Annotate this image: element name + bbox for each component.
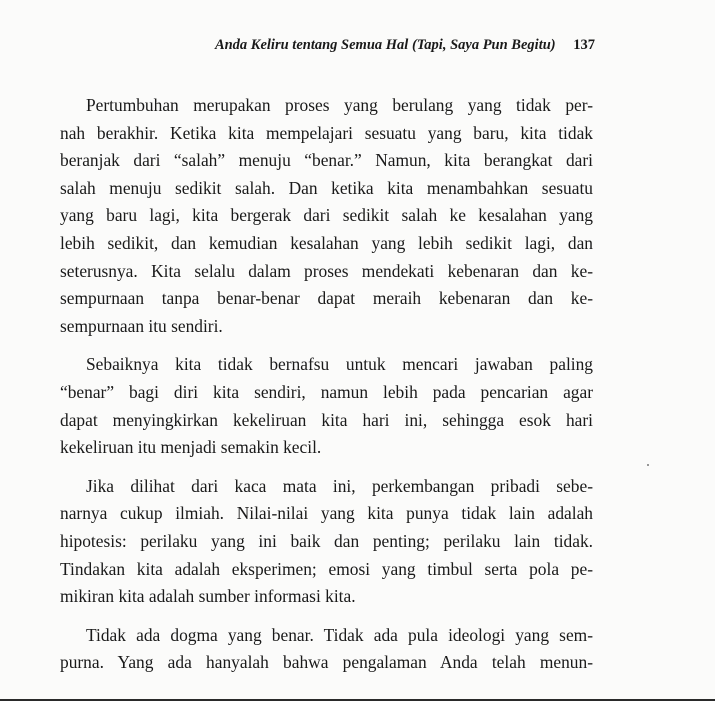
text-line: dapat menyingkirkan kekeliruan kita hari ini, sehingga esok hari <box>60 409 593 430</box>
text-line: Jika dilihat dari kaca mata ini, perkembangan pribadi sebe- <box>86 475 593 496</box>
running-title: Anda Keliru tentang Semua Hal (Tapi, Saya Pun Begitu) <box>214 37 556 53</box>
text-line: beranjak dari “salah” menuju “benar.” Namun, kita berangkat dari <box>60 150 593 171</box>
paragraph-1 <box>60 92 593 340</box>
text-line: purna. Yang ada hanyalah bahwa pengalaman Anda telah menun- <box>60 652 593 673</box>
text-line: Tidak ada dogma yang benar. Tidak ada pula ideologi yang sem- <box>86 624 593 645</box>
paragraph-2 <box>60 351 593 461</box>
page-number: 137 <box>573 37 595 53</box>
text-line: yang baru lagi, kita bergerak dari sedikit salah ke kesalahan yang <box>60 205 593 226</box>
text-line: narnya cukup ilmiah. Nilai-nilai yang kita punya tidak lain adalah <box>60 503 593 524</box>
text-line: Sebaiknya kita tidak bernafsu untuk mencari jawaban paling <box>86 354 593 375</box>
text-line: mikiran kita adalah sumber informasi kita. <box>60 586 356 607</box>
text-line: Pertumbuhan merupakan proses yang berulang yang tidak per- <box>86 95 593 115</box>
page-bottom-edge <box>0 699 715 715</box>
body-text <box>60 92 593 688</box>
text-line: nah berakhir. Ketika kita mempelajari sesuatu yang baru, kita tidak <box>60 122 593 143</box>
text-line: salah menuju sedikit salah. Dan ketika kita menambahkan sesuatu <box>60 177 593 198</box>
text-line: kekeliruan itu menjadi semakin kecil. <box>60 437 322 458</box>
paragraph-4 <box>60 622 593 677</box>
text-line: “benar” bagi diri kita sendiri, namun lebih pada pencarian agar <box>60 381 593 402</box>
text-line: hipotesis: perilaku yang ini baik dan penting; perilaku lain tidak. <box>60 530 593 551</box>
scan-speck <box>647 464 649 466</box>
paragraph-3 <box>60 473 593 611</box>
running-header <box>140 37 595 54</box>
text-line: seterusnya. Kita selalu dalam proses mendekati kebenaran dan ke- <box>60 260 593 281</box>
text-line: Tindakan kita adalah eksperimen; emosi yang timbul serta pola pe- <box>60 558 593 579</box>
text-line: lebih sedikit, dan kemudian kesalahan yang lebih sedikit lagi, dan <box>60 232 593 253</box>
text-line: sempurnaan itu sendiri. <box>60 315 223 336</box>
text-line: sempurnaan tanpa benar-benar dapat meraih kebenaran dan ke- <box>60 288 593 309</box>
